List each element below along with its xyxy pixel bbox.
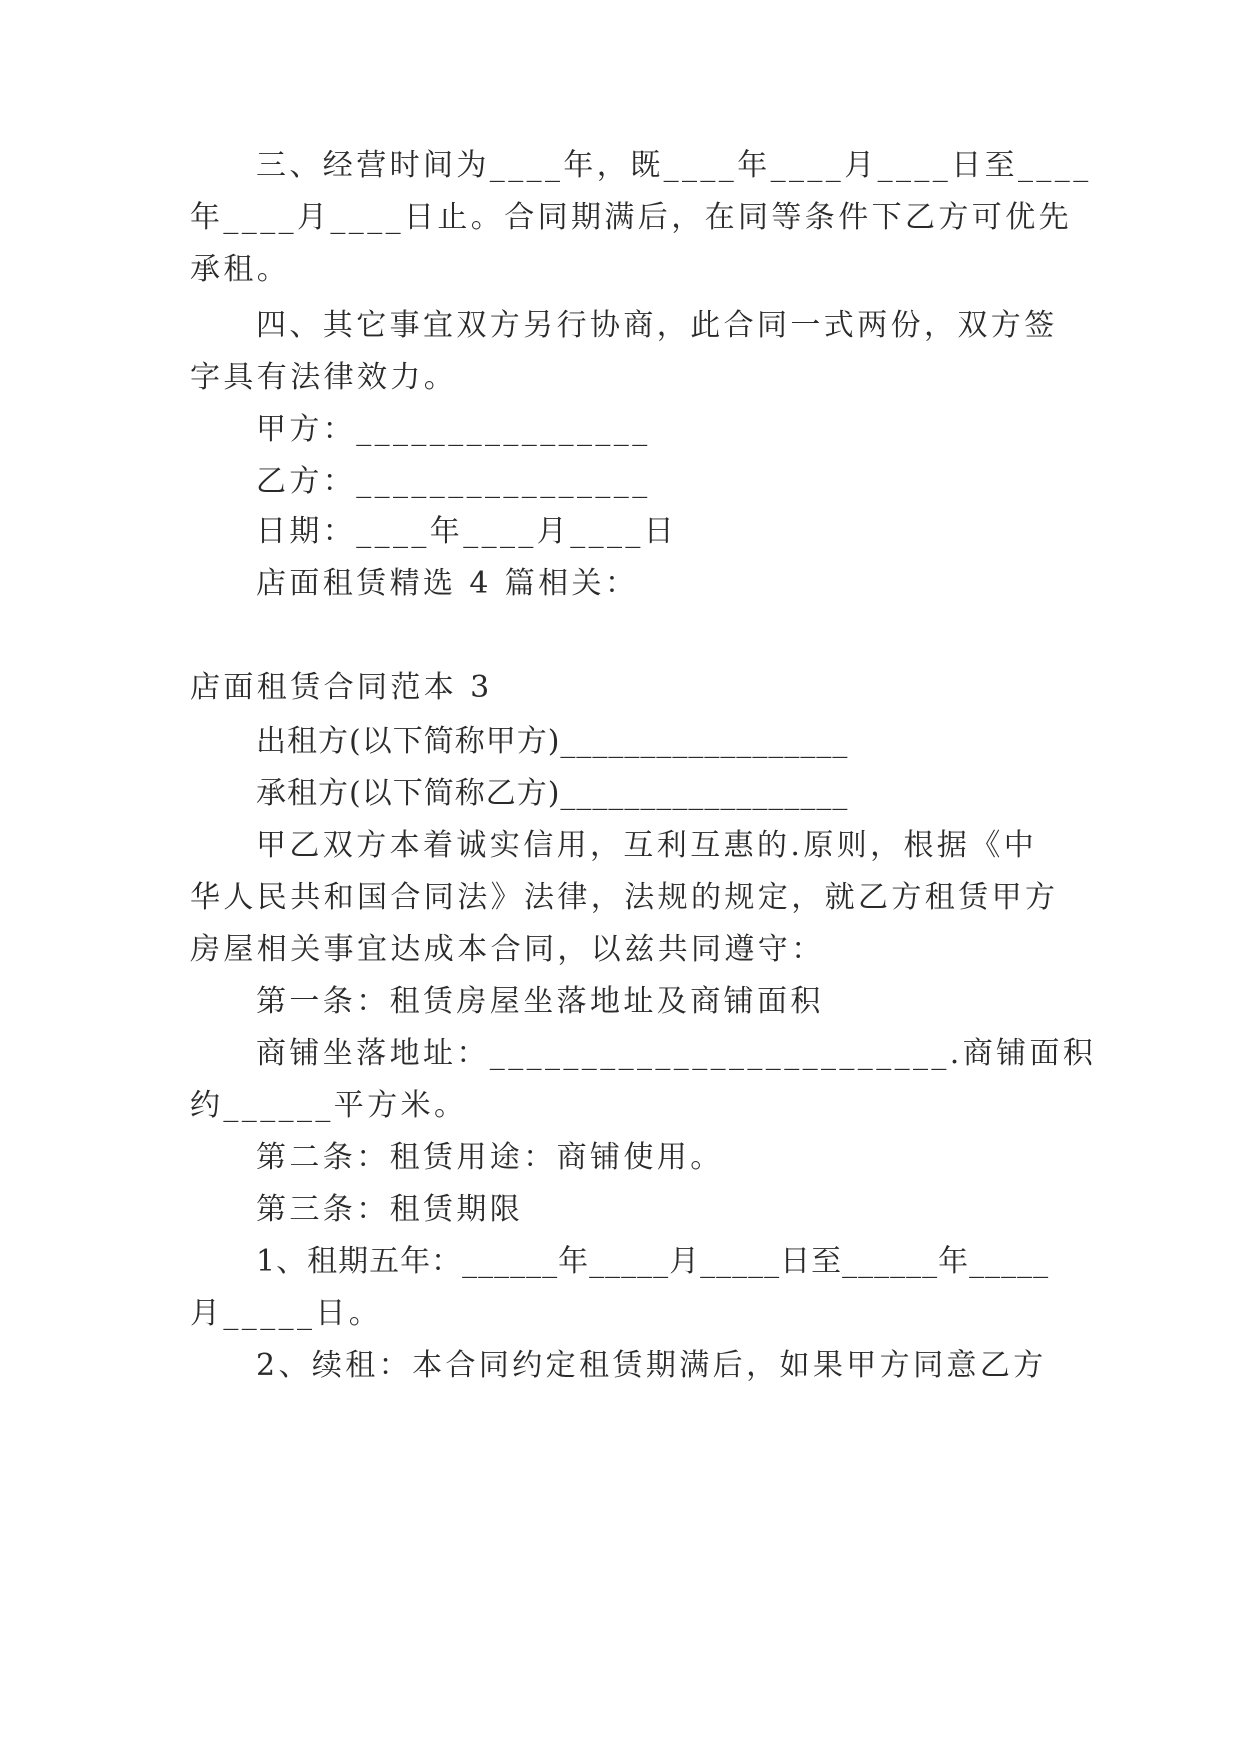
- date-line: 日期：____年____月____日: [256, 514, 678, 549]
- article-3-heading: 第三条：租赁期限: [256, 1192, 524, 1227]
- article-2-heading: 第二条：租赁用途：商铺使用。: [256, 1140, 724, 1175]
- party-a-signature-line: 甲方：________________: [256, 412, 651, 447]
- related-heading: 店面租赁精选 4 篇相关：: [256, 566, 639, 601]
- preamble-line-1: 甲乙双方本着诚实信用，互利互惠的.原则，根据《中: [256, 828, 1038, 863]
- clause-3-line-2: 年____月____日止。合同期满后，在同等条件下乙方可优先: [190, 200, 1072, 235]
- lessee-line: 承租方(以下简称乙方)__________________: [256, 776, 849, 811]
- lease-term-line-2: 月_____日。: [190, 1296, 383, 1331]
- clause-3-line-3: 承租。: [190, 252, 291, 287]
- contract-title: 店面租赁合同范本 3: [190, 670, 493, 705]
- article-1-heading: 第一条：租赁房屋坐落地址及商铺面积: [256, 984, 824, 1019]
- shop-area-line: 约______平方米。: [190, 1088, 468, 1123]
- lease-term-line-1: 1、租期五年：______年_____月_____日至______年_____: [256, 1244, 1050, 1279]
- clause-4-line-1: 四、其它事宜双方另行协商，此合同一式两份，双方签: [256, 308, 1058, 343]
- clause-4-line-2: 字具有法律效力。: [190, 360, 458, 395]
- party-b-signature-line: 乙方：________________: [256, 464, 651, 499]
- lessor-line: 出租方(以下简称甲方)__________________: [256, 724, 849, 759]
- preamble-line-2: 华人民共和国合同法》法律，法规的规定，就乙方租赁甲方: [190, 880, 1059, 915]
- clause-3-line-1: 三、经营时间为____年，既____年____月____日至____: [256, 148, 1092, 183]
- shop-address-line: 商铺坐落地址：_________________________.商铺面积: [256, 1036, 1097, 1071]
- preamble-line-3: 房屋相关事宜达成本合同，以兹共同遵守：: [190, 932, 825, 967]
- renewal-line: 2、续租：本合同约定租赁期满后，如果甲方同意乙方: [256, 1348, 1047, 1383]
